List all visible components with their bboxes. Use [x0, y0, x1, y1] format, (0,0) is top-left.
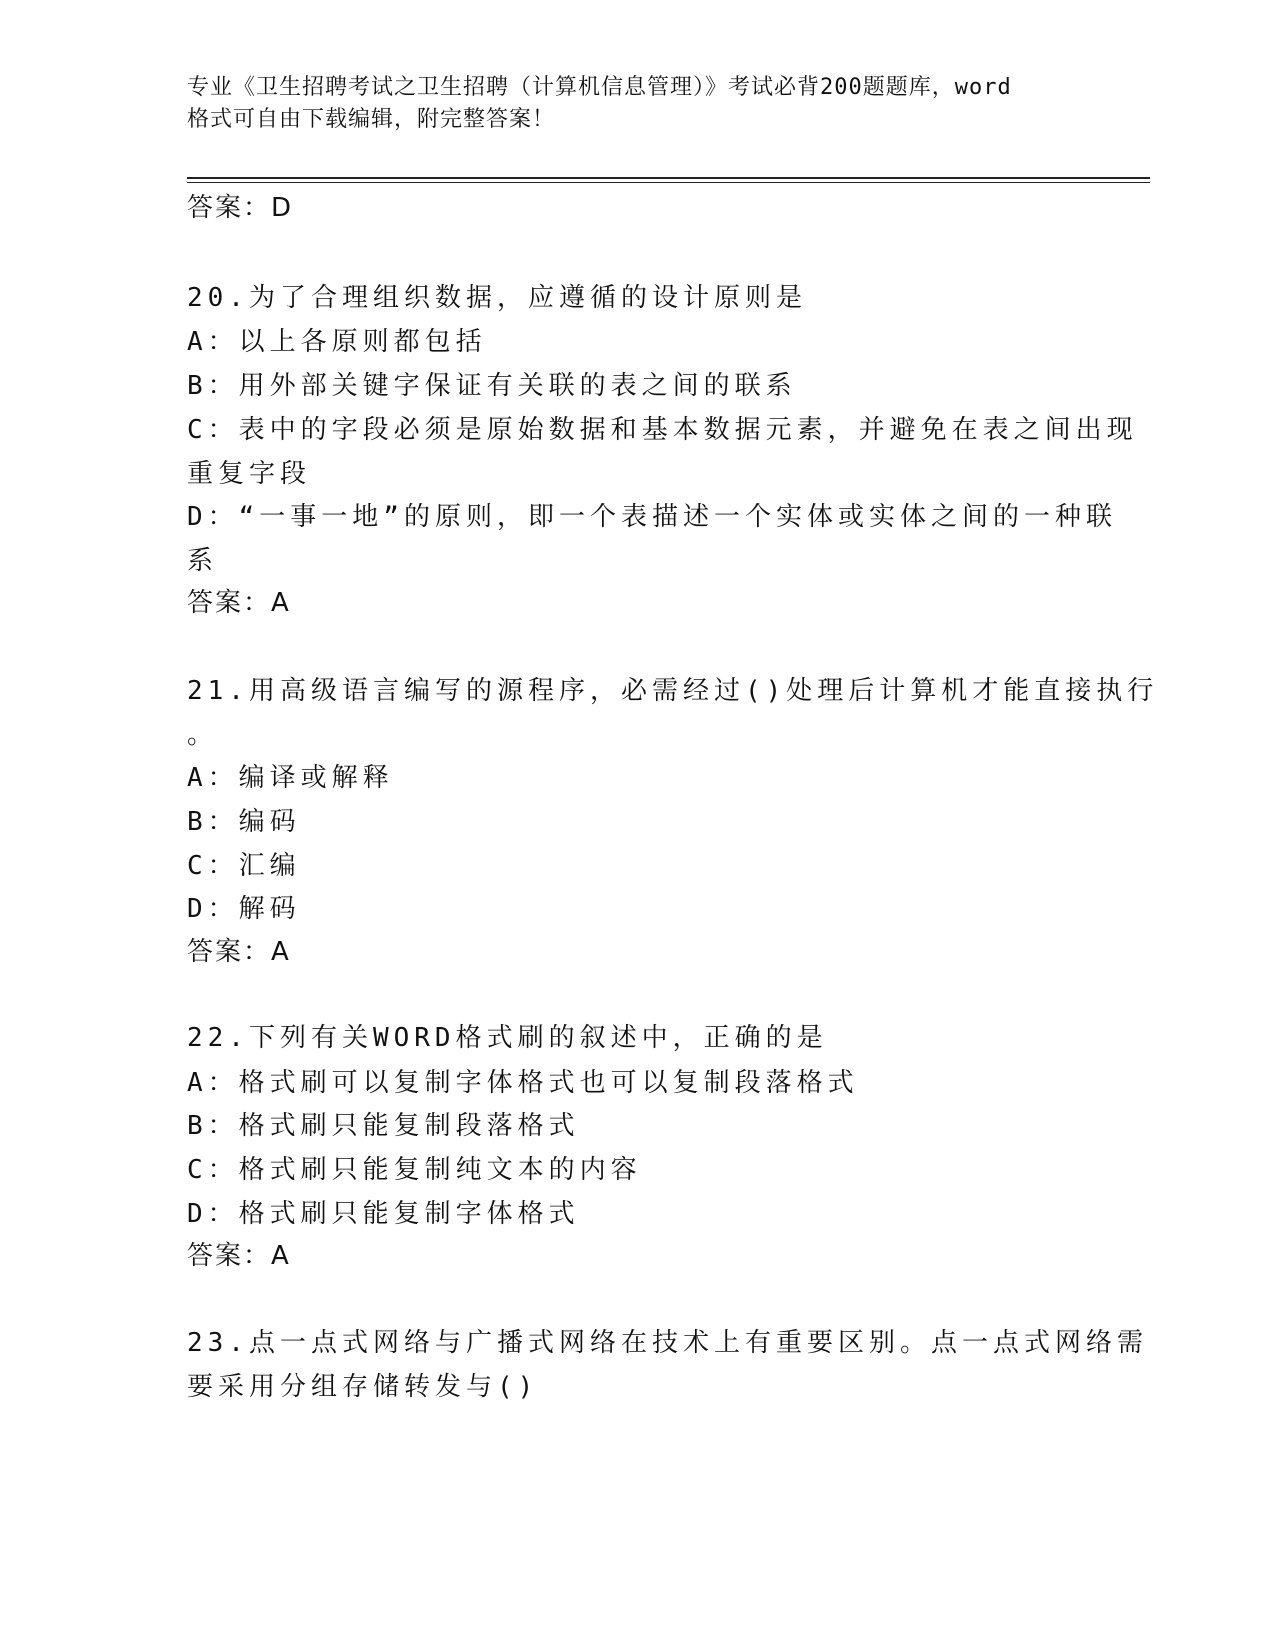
- question-22-answer: 答案：A: [187, 1241, 291, 1271]
- question-22-option-d: D：格式刷只能复制字体格式: [187, 1199, 580, 1229]
- question-20-option-d: D：“一事一地”的原则，即一个表描述一个实体或实体之间的一种联: [187, 502, 1117, 532]
- question-23-stem-cont: 要采用分组存储转发与(): [187, 1372, 539, 1402]
- question-21-stem-cont: 。: [187, 720, 219, 750]
- question-22-stem: 22.下列有关WORD格式刷的叙述中，正确的是: [187, 1023, 828, 1053]
- question-20-option-d-cont: 系: [187, 546, 219, 576]
- question-20-option-a: A：以上各原则都包括: [187, 327, 487, 357]
- question-20-option-c-cont: 重复字段: [187, 459, 312, 489]
- question-21-stem: 21.用高级语言编写的源程序，必需经过()处理后计算机才能直接执行: [187, 676, 1159, 706]
- question-21-option-c: C：汇编: [187, 851, 301, 881]
- header-rule-thin: [187, 182, 1150, 183]
- document-header: [187, 72, 1087, 136]
- header-line-1: 专业《卫生招聘考试之卫生招聘（计算机信息管理）》考试必背200题题库，word: [187, 75, 1012, 100]
- previous-answer: 答案：D: [187, 193, 294, 223]
- question-20-answer: 答案：A: [187, 588, 291, 618]
- question-21-answer: 答案：A: [187, 937, 291, 967]
- header-line-2: 格式可自由下载编辑，附完整答案！: [187, 107, 556, 132]
- question-22-option-c: C：格式刷只能复制纯文本的内容: [187, 1155, 642, 1185]
- header-rule-thick: [187, 177, 1150, 179]
- question-20-stem: 20.为了合理组织数据，应遵循的设计原则是: [187, 283, 807, 313]
- question-20-option-b: B：用外部关键字保证有关联的表之间的联系: [187, 371, 797, 401]
- question-22-option-b: B：格式刷只能复制段落格式: [187, 1111, 580, 1141]
- question-23-stem: 23.点一点式网络与广播式网络在技术上有重要区别。点一点式网络需: [187, 1328, 1148, 1358]
- question-22-option-a: A：格式刷可以复制字体格式也可以复制段落格式: [187, 1068, 859, 1098]
- question-20-option-c: C：表中的字段必须是原始数据和基本数据元素，并避免在表之间出现: [187, 415, 1138, 445]
- question-21-option-b: B：编码: [187, 807, 301, 837]
- question-21-option-a: A：编译或解释: [187, 763, 394, 793]
- question-21-option-d: D：解码: [187, 894, 301, 924]
